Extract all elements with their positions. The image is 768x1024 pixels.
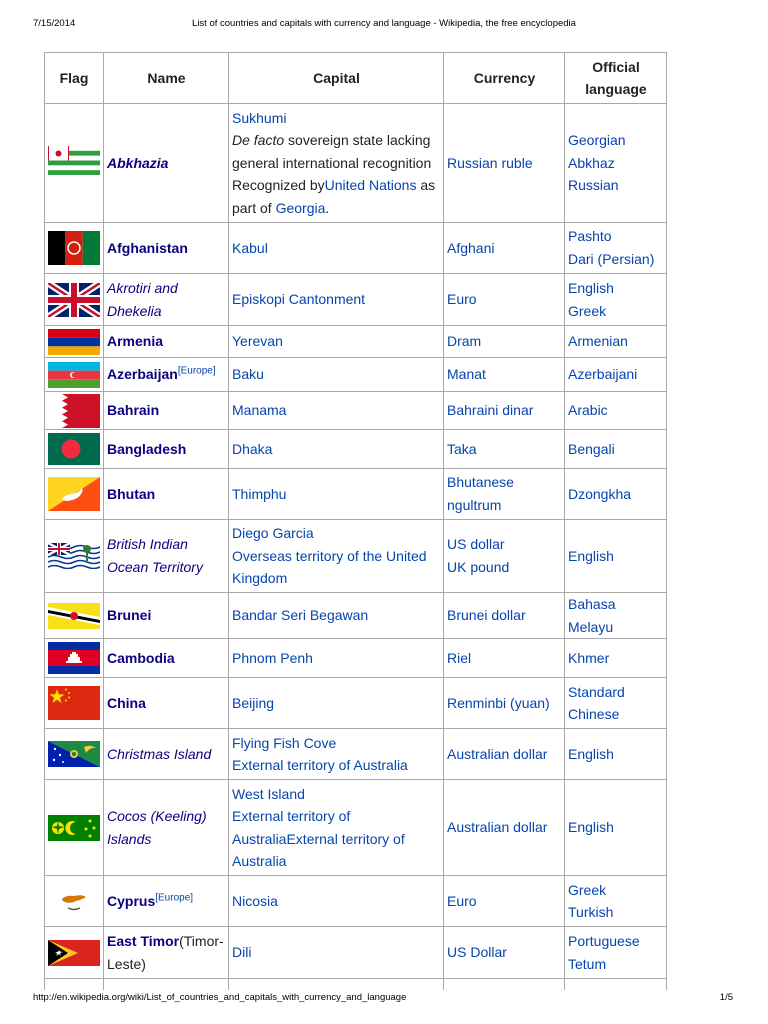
table-row (45, 729, 667, 780)
country-name[interactable]: Christmas Island (104, 729, 229, 780)
table-row (45, 639, 667, 678)
currency-link[interactable]: Taka (444, 430, 565, 469)
table-row (45, 520, 667, 593)
countries-table (44, 52, 667, 990)
bahrain-flag-icon[interactable] (45, 392, 104, 430)
language-link[interactable]: Greek (568, 302, 607, 319)
country-name[interactable]: Cambodia (104, 639, 229, 678)
currency-link[interactable]: Dram (444, 326, 565, 358)
country-name[interactable]: Afghanistan (104, 223, 229, 274)
language-link[interactable]: Standard Chinese (565, 678, 667, 729)
table-row (45, 326, 667, 358)
language-link[interactable]: Tetum (568, 955, 607, 972)
capital-link[interactable]: Thimphu (229, 469, 444, 520)
territory-note-link[interactable]: External territory of Australia (232, 757, 408, 774)
column-header-currency[interactable]: Currency (444, 53, 565, 104)
currency-link[interactable]: Afghani (444, 223, 565, 274)
print-url: http://en.wikipedia.org/wiki/List_of_countries_and_capitals_with_currency_and_language (33, 992, 407, 1003)
language-link[interactable]: Arabic (565, 392, 667, 430)
capital-link[interactable]: Manama (229, 392, 444, 430)
table-row (45, 876, 667, 927)
language-link[interactable]: Greek (568, 881, 607, 898)
british-indian-ocean-territory-flag-icon[interactable] (45, 520, 104, 593)
table-row (45, 274, 667, 326)
table-row (45, 927, 667, 979)
country-name[interactable]: Armenia (104, 326, 229, 358)
capital-link[interactable]: Yerevan (229, 326, 444, 358)
page-number: 1/5 (719, 992, 733, 1003)
capital-link[interactable]: Phnom Penh (229, 639, 444, 678)
capital-link[interactable]: Dili (229, 927, 444, 979)
country-name[interactable]: Akrotiri and Dhekelia (104, 274, 229, 326)
currency-link[interactable]: UK pound (447, 559, 510, 575)
table-row (45, 223, 667, 274)
capital-link[interactable]: Flying Fish Cove (232, 734, 337, 751)
language-cell (565, 104, 667, 223)
country-name[interactable]: Cocos (Keeling) Islands (104, 780, 229, 876)
language-link[interactable]: Bahasa Melayu (565, 593, 667, 639)
country-name[interactable]: East Timor(Timor-Leste) (104, 927, 229, 979)
country-name[interactable]: Azerbaijan[Europe] (104, 358, 229, 392)
currency-link[interactable]: US dollar (447, 536, 505, 553)
territory-note-link[interactable]: External territory of AustraliaExternal territory of Australia (232, 808, 405, 870)
georgia-link[interactable]: Georgia (275, 199, 326, 216)
language-cell (565, 223, 667, 274)
afghanistan-flag-icon[interactable] (45, 223, 104, 274)
table-row (45, 979, 667, 990)
currency-link[interactable]: Euro (444, 876, 565, 927)
europe-note-link[interactable]: [Europe] (177, 365, 216, 377)
column-header-language-line1: Official (592, 59, 640, 75)
table-row (45, 430, 667, 469)
table-header-row (45, 53, 667, 104)
language-link[interactable]: Bengali (565, 430, 667, 469)
language-link[interactable]: English (568, 279, 614, 296)
print-footer (33, 992, 735, 1006)
currency-link[interactable]: Russian ruble (444, 104, 565, 223)
cambodia-flag-icon[interactable] (45, 639, 104, 678)
column-header-capital[interactable]: Capital (229, 53, 444, 104)
language-link[interactable]: Khmer (565, 639, 667, 678)
language-cell (565, 274, 667, 326)
table-row (45, 392, 667, 430)
china-flag-icon[interactable] (45, 678, 104, 729)
currency-link[interactable]: Bahraini dinar (444, 392, 565, 430)
capital-link[interactable]: Bandar Seri Begawan (229, 593, 444, 639)
language-cell (565, 927, 667, 979)
armenia-flag-icon[interactable] (45, 326, 104, 358)
capital-link[interactable]: Nicosia (229, 876, 444, 927)
christmas-island-flag-icon[interactable] (45, 729, 104, 780)
language-link[interactable]: English (565, 780, 667, 876)
currency-link[interactable]: Brunei dollar (444, 593, 565, 639)
capital-cell (229, 780, 444, 876)
table-row (45, 469, 667, 520)
column-header-name[interactable]: Name (104, 53, 229, 104)
language-link[interactable]: English (565, 520, 667, 593)
brunei-flag-icon[interactable] (45, 593, 104, 639)
currency-link[interactable]: Euro (444, 274, 565, 326)
column-header-official-language[interactable] (565, 53, 667, 104)
language-cell (565, 876, 667, 927)
cyprus-flag-icon[interactable] (45, 876, 104, 927)
language-link[interactable]: Russian (568, 177, 619, 194)
currency-link[interactable]: Renminbi (yuan) (444, 678, 565, 729)
country-name[interactable]: Bahrain (104, 392, 229, 430)
language-link[interactable]: English (565, 729, 667, 780)
currency-link[interactable]: Australian dollar (444, 729, 565, 780)
capital-link[interactable]: Beijing (229, 678, 444, 729)
language-link[interactable]: Azerbaijani (565, 358, 667, 392)
currency-link[interactable]: US Dollar (444, 927, 565, 979)
azerbaijan-flag-icon[interactable] (45, 358, 104, 392)
capital-link[interactable]: Episkopi Cantonment (229, 274, 444, 326)
capital-link[interactable]: Baku (229, 358, 444, 392)
capital-link[interactable]: Dhaka (229, 430, 444, 469)
language-link[interactable]: Abkhaz (568, 154, 615, 171)
print-title: List of countries and capitals with currency and language - Wikipedia, the free encyclopedia (192, 18, 576, 29)
country-name[interactable]: China (104, 678, 229, 729)
language-link[interactable]: Georgian (568, 132, 626, 149)
capital-cell: Sukhumi De facto sovereign state lacking general international recognition Recognized byUnited Nations as part of Georgia. (229, 104, 444, 223)
capital-link[interactable]: Kabul (229, 223, 444, 274)
column-header-language-line2: language (585, 81, 647, 97)
country-name[interactable]: Bhutan (104, 469, 229, 520)
cocos-keeling-islands-flag-icon[interactable] (45, 780, 104, 876)
territory-note-link[interactable]: Overseas territory of the United Kingdom (232, 547, 427, 587)
table-row (45, 593, 667, 639)
print-header (33, 18, 735, 32)
countries-table-wrapper (44, 52, 667, 990)
table-row (45, 678, 667, 729)
abkhazia-flag-icon[interactable] (45, 104, 104, 223)
currency-link[interactable]: Australian dollar (444, 780, 565, 876)
currency-cell[interactable]: Bhutanese ngultrum (444, 469, 565, 520)
capital-cell (229, 520, 444, 593)
language-link[interactable]: Portuguese (568, 933, 640, 950)
country-name[interactable]: Brunei (104, 593, 229, 639)
table-row (45, 780, 667, 876)
country-name[interactable]: Abkhazia (104, 104, 229, 223)
capital-link[interactable]: Diego Garcia (232, 525, 314, 542)
table-row (45, 358, 667, 392)
currency-cell (444, 520, 565, 593)
language-link[interactable]: Pashto (568, 228, 612, 245)
language-link[interactable]: Armenian (565, 326, 667, 358)
uk-flag-icon[interactable] (45, 274, 104, 326)
table-row (45, 104, 667, 223)
capital-cell (229, 729, 444, 780)
print-date: 7/15/2014 (33, 18, 76, 29)
capital-link[interactable]: West Island (232, 785, 305, 802)
country-name[interactable]: Cyprus[Europe] (104, 876, 229, 927)
united-nations-link[interactable]: United Nations (324, 177, 417, 194)
currency-link[interactable]: Manat (444, 358, 565, 392)
bhutan-flag-icon[interactable] (45, 469, 104, 520)
country-name[interactable]: Bangladesh (104, 430, 229, 469)
europe-note-link[interactable]: [Europe] (155, 892, 194, 904)
language-link[interactable]: Dari (Persian) (568, 251, 655, 267)
language-link[interactable]: Turkish (568, 904, 614, 921)
language-link[interactable]: Dzongkha (565, 469, 667, 520)
capital-link[interactable]: Sukhumi (232, 109, 287, 126)
country-name[interactable]: British Indian Ocean Territory (104, 520, 229, 593)
column-header-flag[interactable]: Flag (45, 53, 104, 104)
east-timor-flag-icon[interactable] (45, 927, 104, 979)
bangladesh-flag-icon[interactable] (45, 430, 104, 469)
currency-link[interactable]: Riel (444, 639, 565, 678)
